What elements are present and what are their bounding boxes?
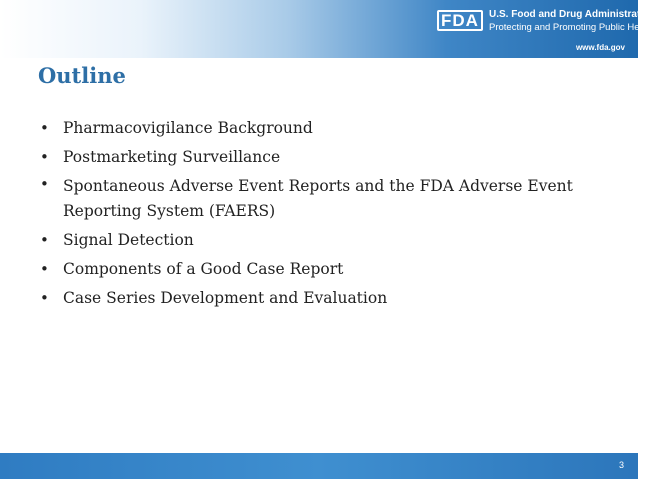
page-title: Outline bbox=[38, 63, 126, 88]
bullet-icon: • bbox=[40, 231, 49, 249]
list-item-text: Postmarketing Surveillance bbox=[63, 148, 281, 166]
list-item bbox=[38, 226, 608, 255]
list-item-text: Pharmacovigilance Background bbox=[63, 119, 313, 137]
list-item bbox=[38, 143, 608, 172]
agency-url: www.fda.gov bbox=[575, 43, 625, 52]
list-item bbox=[38, 172, 608, 226]
footer-bar bbox=[0, 453, 638, 479]
header-bar bbox=[0, 0, 655, 58]
bullet-icon: • bbox=[40, 148, 49, 166]
list-item bbox=[38, 114, 608, 143]
bullet-icon: • bbox=[40, 119, 49, 137]
bullet-icon: • bbox=[40, 289, 49, 307]
outline-list bbox=[38, 114, 608, 313]
bullet-icon: • bbox=[40, 260, 49, 278]
list-item-text: Signal Detection bbox=[63, 231, 194, 249]
bullet-icon: • bbox=[40, 175, 49, 193]
list-item-text: Spontaneous Adverse Event Reports and the FDA Adverse Event Reporting System (FAERS) bbox=[63, 177, 573, 220]
agency-name: U.S. Food and Drug Administration bbox=[489, 9, 655, 20]
page-number: 3 bbox=[618, 460, 624, 470]
list-item-text: Components of a Good Case Report bbox=[63, 260, 344, 278]
fda-logo: FDA bbox=[437, 10, 483, 31]
list-item bbox=[38, 284, 608, 313]
agency-tagline: Protecting and Promoting Public Health bbox=[489, 22, 655, 33]
list-item-text: Case Series Development and Evaluation bbox=[63, 289, 388, 307]
list-item bbox=[38, 255, 608, 284]
